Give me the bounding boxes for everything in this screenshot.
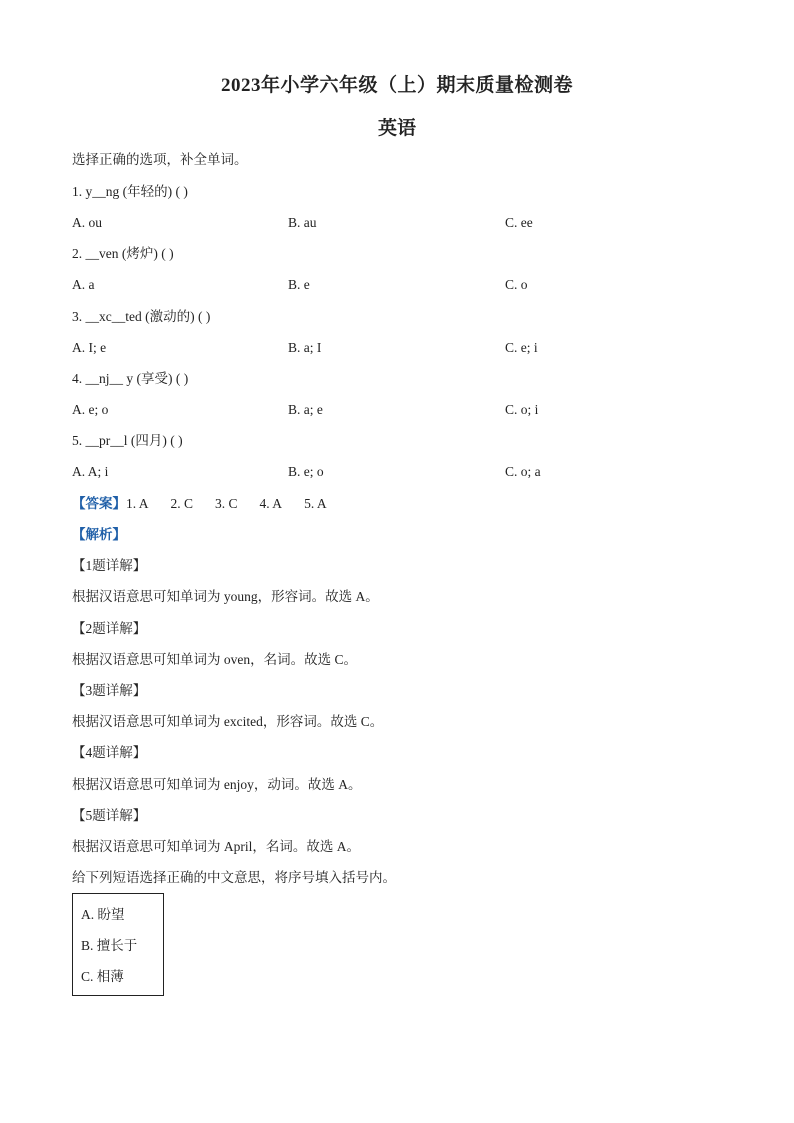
option-c: C. e; i: [505, 340, 538, 355]
phrase-item: A. 盼望: [81, 907, 125, 922]
answer-item: 4. A: [259, 496, 283, 511]
answer-item: 2. C: [170, 496, 194, 511]
option-a: A. e; o: [72, 402, 109, 417]
option-b: B. e; o: [288, 464, 324, 479]
detail-heading: 【4题详解】: [72, 745, 147, 760]
option-a: A. A; i: [72, 464, 109, 479]
answer-line: [72, 495, 349, 513]
detail-text: 根据汉语意思可知单词为 oven，名词。故选 C。: [72, 652, 357, 667]
subject-title: 英语: [377, 118, 416, 139]
page-title: 2023年小学六年级（上）期末质量检测卷: [220, 75, 573, 96]
option-b: B. a; e: [288, 402, 323, 417]
phrase-box: [72, 893, 164, 996]
option-b: B. au: [288, 215, 317, 230]
answer-item: 1. A: [126, 496, 149, 511]
option-a: A. I; e: [72, 340, 107, 355]
answer-label: 【答案】: [72, 496, 126, 511]
question-stem: 4. __nj__ y (享受) ( ): [72, 371, 189, 386]
detail-text: 根据汉语意思可知单词为 excited，形容词。故选 C。: [72, 714, 384, 729]
answer-item: 3. C: [215, 496, 238, 511]
detail-text: 根据汉语意思可知单词为 April，名词。故选 A。: [72, 839, 360, 854]
answer-item: 5. A: [304, 496, 327, 511]
option-c: C. o; a: [505, 464, 541, 479]
question-stem: 3. __xc__ted (激动的) ( ): [72, 309, 211, 324]
section1-instruction: 选择正确的选项，补全单词。: [72, 152, 248, 167]
detail-heading: 【3题详解】: [72, 683, 147, 698]
option-c: C. ee: [505, 215, 533, 230]
detail-heading: 【5题详解】: [72, 808, 147, 823]
question-stem: 5. __pr__l (四月) ( ): [72, 433, 183, 448]
option-c: C. o: [505, 277, 528, 292]
detail-heading: 【1题详解】: [72, 558, 147, 573]
option-a: A. a: [72, 277, 95, 292]
question-stem: 1. y__ng (年轻的) ( ): [72, 184, 188, 199]
detail-text: 根据汉语意思可知单词为 enjoy，动词。故选 A。: [72, 777, 362, 792]
detail-heading: 【2题详解】: [72, 621, 147, 636]
option-a: A. ou: [72, 215, 102, 230]
option-c: C. o; i: [505, 402, 539, 417]
analysis-label: 【解析】: [72, 527, 126, 542]
phrase-item: C. 相薄: [81, 969, 124, 984]
option-b: B. a; I: [288, 340, 322, 355]
section2-instruction: 给下列短语选择正确的中文意思，将序号填入括号内。: [72, 870, 396, 885]
question-stem: 2. __ven (烤炉) ( ): [72, 246, 174, 261]
phrase-item: B. 擅长于: [81, 938, 138, 953]
option-b: B. e: [288, 277, 310, 292]
detail-text: 根据汉语意思可知单词为 young，形容词。故选 A。: [72, 589, 379, 604]
